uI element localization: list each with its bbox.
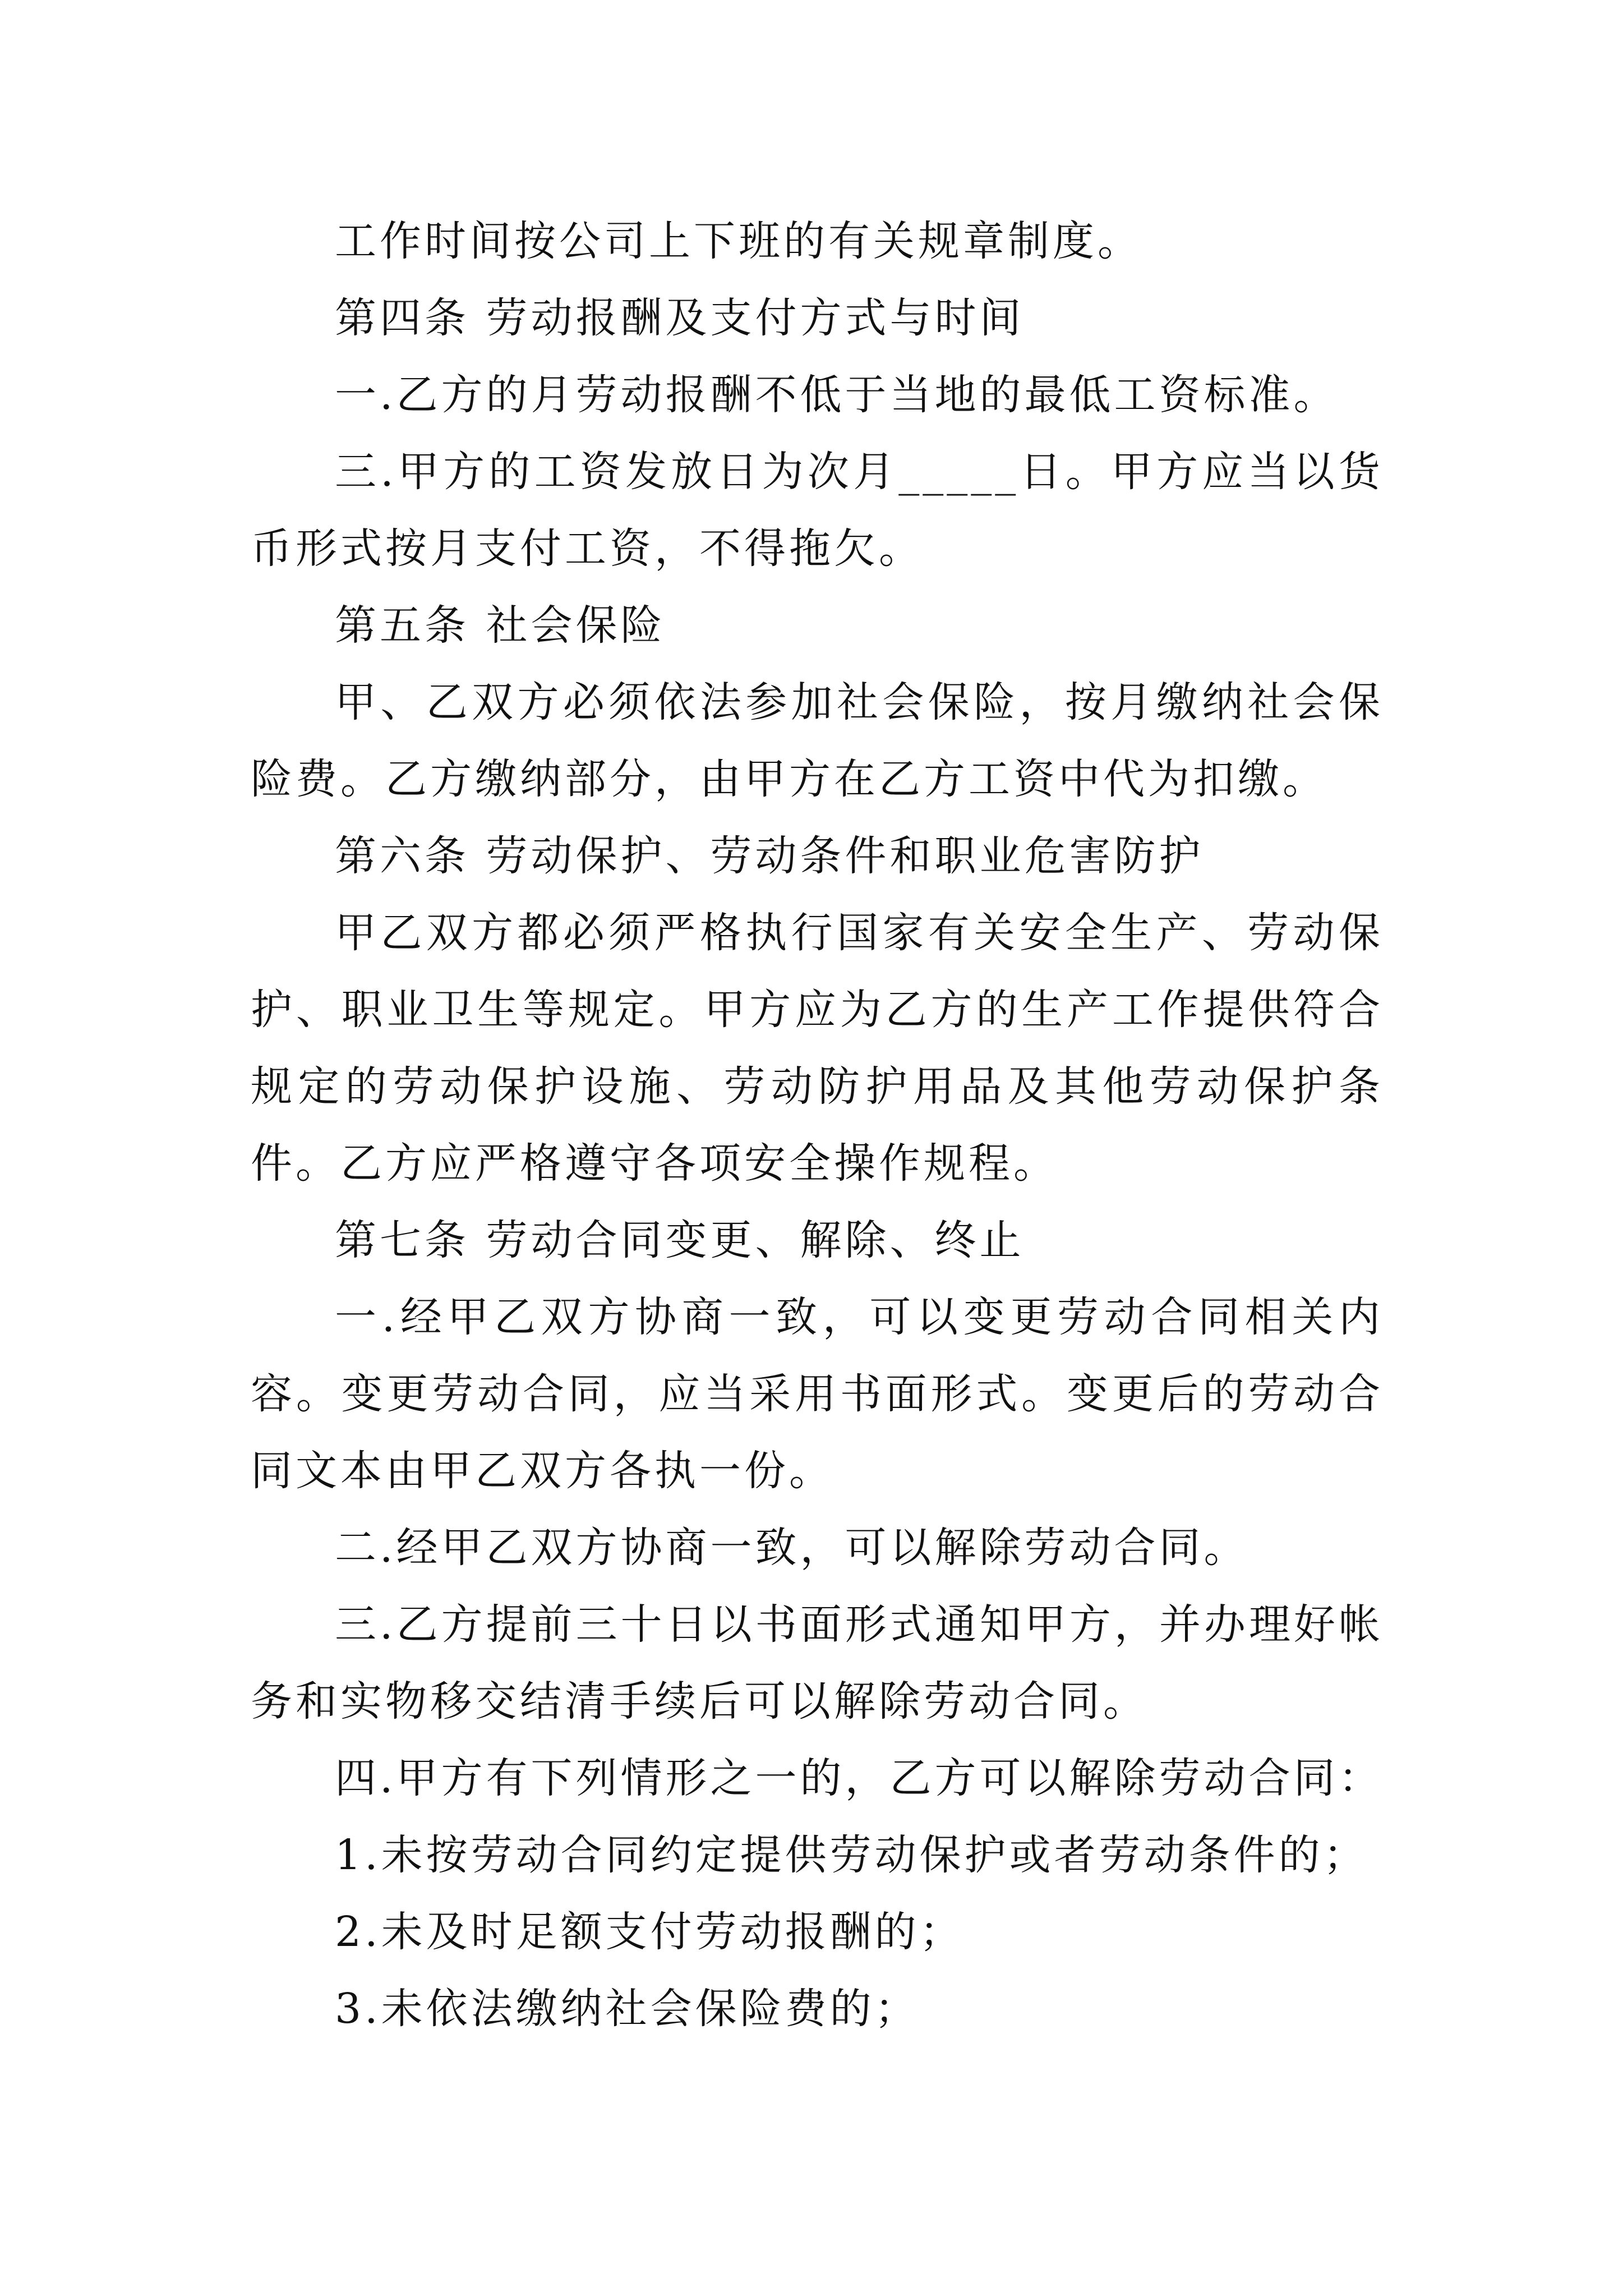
list-item-1: 1.未按劳动合同约定提供劳动保护或者劳动条件的； bbox=[335, 1831, 1368, 1879]
article-7-clause-1: 一.经甲乙双方协商一致，可以变更劳动合同相关内容。变更劳动合同，应当采用书面形式。变更后的劳动合同文本由甲乙双方各执一份。 bbox=[251, 1293, 1384, 1495]
article-5-heading: 第五条 社会保险 bbox=[335, 601, 666, 650]
article-7-clause-4: 四.甲方有下列情形之一的，乙方可以解除劳动合同： bbox=[335, 1754, 1384, 1802]
article-6-body: 甲乙双方都必须严格执行国家有关安全生产、劳动保护、职业卫生等规定。甲方应为乙方的生产工作提供符合规定的劳动保护设施、劳动防护用品及其他劳动保护条件。乙方应严格遵守各项安全操作规程。 bbox=[251, 909, 1384, 1188]
article-7-clause-3: 三.乙方提前三十日以书面形式通知甲方，并办理好帐务和实物移交结清手续后可以解除劳动合同。 bbox=[251, 1600, 1384, 1726]
article-7-heading: 第七条 劳动合同变更、解除、终止 bbox=[335, 1216, 1025, 1264]
article-4-heading: 第四条 劳动报酬及支付方式与时间 bbox=[335, 294, 1025, 342]
article-5-body: 甲、乙双方必须依法参加社会保险，按月缴纳社会保险费。乙方缴纳部分，由甲方在乙方工资中代为扣缴。 bbox=[251, 678, 1384, 803]
article-6-heading: 第六条 劳动保护、劳动条件和职业危害防护 bbox=[335, 832, 1204, 880]
list-item-2: 2.未及时足额支付劳动报酬的； bbox=[335, 1908, 965, 1956]
list-item-3: 3.未依法缴纳社会保险费的； bbox=[335, 1985, 920, 2033]
paragraph-working-hours: 工作时间按公司上下班的有关规章制度。 bbox=[335, 217, 1142, 265]
article-4-clause-3: 三.甲方的工资发放日为次月_____日。甲方应当以货币形式按月支付工资，不得拖欠。 bbox=[251, 448, 1384, 573]
article-7-clause-2: 二.经甲乙双方协商一致，可以解除劳动合同。 bbox=[335, 1524, 1249, 1572]
article-4-clause-1: 一.乙方的月劳动报酬不低于当地的最低工资标准。 bbox=[335, 371, 1339, 419]
document-body bbox=[251, 203, 1384, 2047]
